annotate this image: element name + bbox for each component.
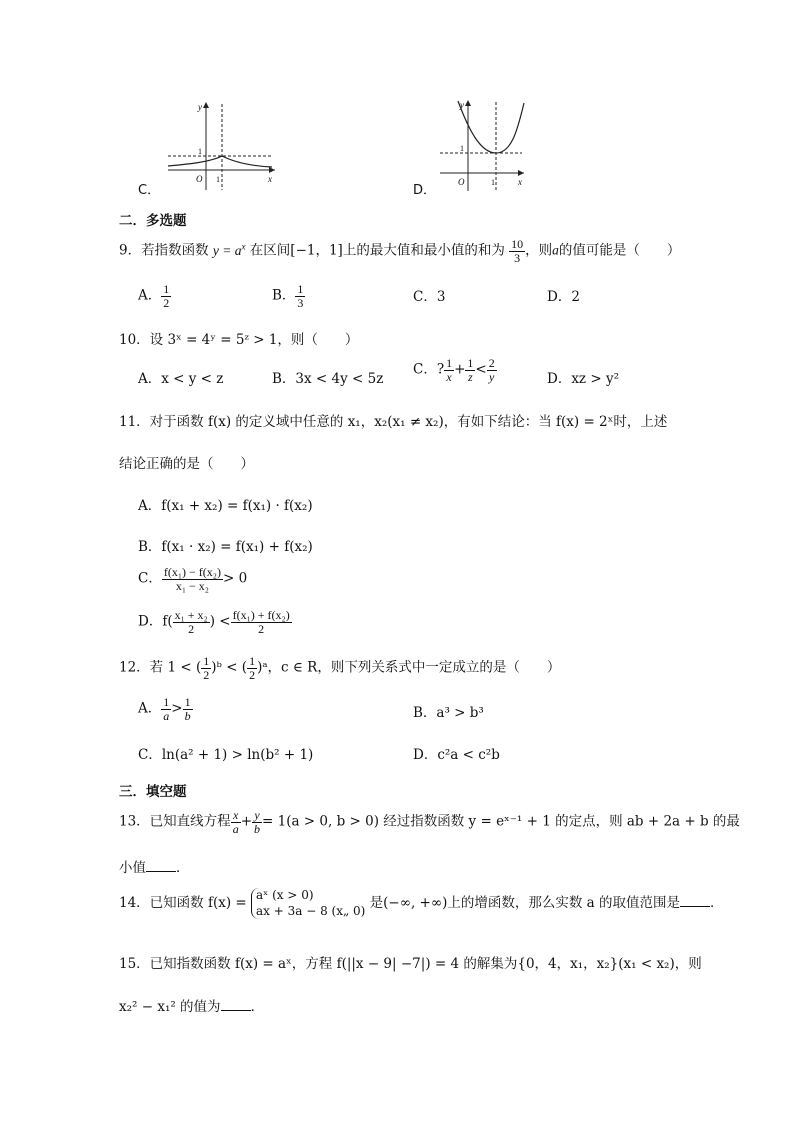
- q11-line1: 11．对于函数 f(x) 的定义域中任意的 x₁，x₂(x₁ ≠ x₂)，有如下结论：当 f(x) = 2ˣ时，上述: [119, 414, 668, 430]
- graph-c-label: C．: [138, 183, 161, 198]
- q9-stem-c: ，则: [525, 242, 553, 259]
- q14-blank[interactable]: [680, 894, 710, 907]
- graph-c-x-axis-label: x: [268, 174, 272, 184]
- q12-option-d: D．c²a < c²b: [413, 747, 500, 763]
- q10-stem: 10．设 3ˣ = 4ʸ = 5ᶻ > 1，则（ ）: [119, 332, 359, 348]
- q14-piecewise: aˣ (x > 0) ax + 3a − 8 (x„ 0): [251, 888, 365, 919]
- graph-d-label: D．: [413, 183, 437, 198]
- graph-d-x-axis-label: x: [518, 177, 522, 187]
- q12-option-c: C．ln(a² + 1) > ln(b² + 1): [138, 747, 314, 763]
- q11-option-c: C． $\frac{\text{f(x₁) − f(x₂)}}{\text{x₁ − x₂}}$ > 0: [138, 565, 248, 593]
- graph-d: [438, 98, 528, 193]
- graph-c-one-y: 1: [198, 147, 202, 156]
- q9-var-a: a: [552, 242, 559, 258]
- q9-func: $y = a^x$: [212, 241, 246, 258]
- q9-stem-a: 9．若指数函数: [119, 242, 209, 259]
- graph-c-origin: O: [196, 174, 203, 184]
- q12-stem: 12．若 1 < ( $\frac{1}{2}$ )ᵇ < ( $\frac{1}{2}$ )ᵃ，c ∈ R，则下列关系式中一定成立的是（ ）: [119, 654, 561, 682]
- q13-line1: 13．已知直线方程 $\frac{x}{a}$ + $\frac{y}{b}$ = 1(a > 0, b > 0) 经过指数函数 y = eˣ⁻¹ + 1 的定点，则 ab + 2a + b 的最: [119, 808, 740, 836]
- section-multi-choice: 二．多选题: [119, 213, 187, 229]
- graph-d-y-axis-label: y: [460, 100, 464, 110]
- q9-option-b: B． $\frac{1}{3}$: [272, 282, 304, 310]
- q13-blank[interactable]: [146, 859, 176, 872]
- q10-option-b: B．3x < 4y < 5z: [272, 371, 384, 387]
- q15-line2: x₂² − x₁² 的值为 ．: [119, 999, 265, 1015]
- q13-line2: 小值 ．: [119, 860, 190, 876]
- q9-stem: [119, 238, 680, 264]
- q9-a-frac: $\frac{1}{2}$: [163, 282, 170, 310]
- q9-stem-b: 在区间[−1，1]上的最大值和最小值的和为: [249, 242, 505, 259]
- q11-line2: 结论正确的是（ ）: [119, 456, 254, 472]
- q9-frac: $\frac{10}{3}$: [511, 237, 524, 265]
- q12-option-b: B．a³ > b³: [413, 705, 484, 721]
- graph-d-one-x: 1: [491, 178, 495, 187]
- graph-d-origin: O: [458, 177, 465, 187]
- q14-stem: 14．已知函数 f(x) = aˣ (x > 0) ax + 3a − 8 (x„ 0) 是(−∞, +∞)上的增函数，那么实数 a 的取值范围是 ．: [119, 888, 724, 918]
- q11-option-d: D．f( $\frac{\text{x₁ + x₂}}{2}$ ) < $\frac{\text{f(x₁) + f(x₂)}}{2}$: [138, 608, 290, 636]
- q9-b-frac: $\frac{1}{3}$: [297, 282, 304, 310]
- q9-stem-d: 的值可能是（ ）: [558, 242, 681, 259]
- q9-option-d: D．2: [547, 289, 580, 305]
- q11-option-a: A．f(x₁ + x₂) = f(x₁) · f(x₂): [138, 498, 313, 514]
- q12-option-a: A． $\frac{1}{a}$ > $\frac{1}{b}$: [138, 695, 191, 723]
- q15-line1: 15．已知指数函数 f(x) = aˣ，方程 f(||x − 9| −7|) = 4 的解集为{0，4，x₁，x₂}(x₁ < x₂)，则: [119, 956, 702, 972]
- q10-option-c: C．? $\frac{1}{x}$ + $\frac{1}{z}$ < $\frac{2}{y}$: [413, 356, 495, 384]
- q15-blank[interactable]: [221, 998, 251, 1011]
- q9-option-c: C．3: [413, 289, 446, 305]
- graph-c-one-x: 1: [216, 175, 220, 184]
- section-fill-in: 三．填空题: [119, 784, 187, 800]
- graph-c: [160, 98, 280, 193]
- q10-option-d: D．xz > y²: [547, 371, 619, 387]
- q11-option-b: B．f(x₁ · x₂) = f(x₁) + f(x₂): [138, 539, 313, 555]
- graph-d-one-y: 1: [460, 144, 464, 153]
- q10-option-a: A．x < y < z: [138, 371, 224, 387]
- q9-option-a: A． $\frac{1}{2}$: [138, 282, 170, 310]
- graph-c-y-axis-label: y: [198, 102, 202, 112]
